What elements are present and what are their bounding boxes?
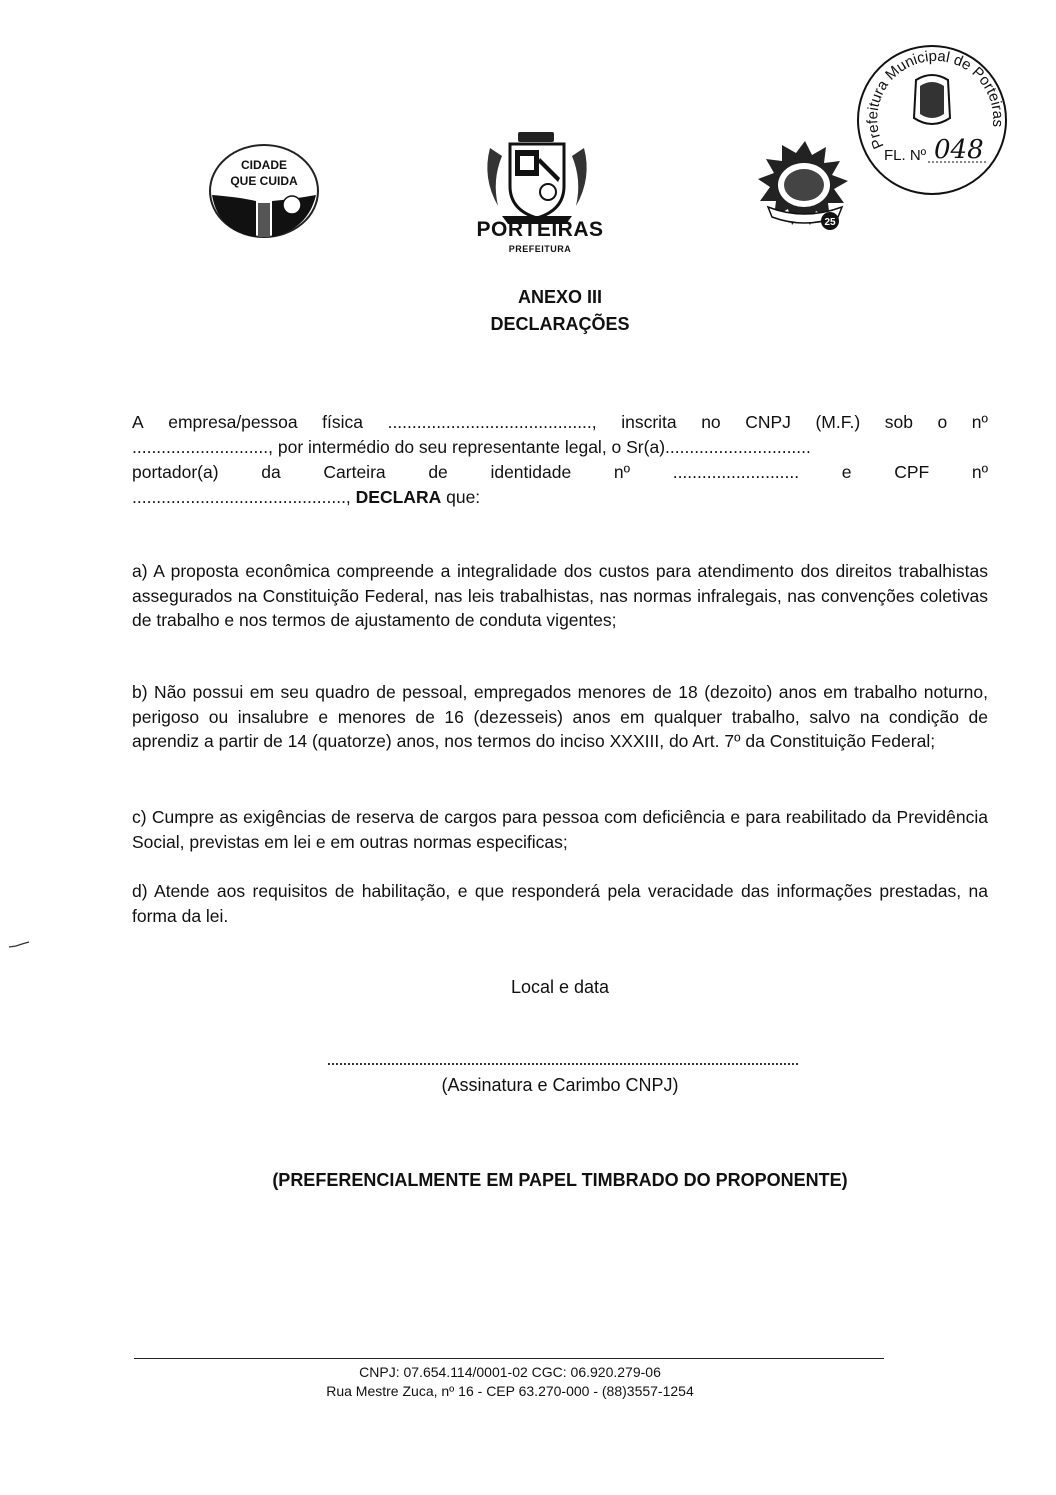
footer-divider (134, 1358, 884, 1359)
intro-line-2: ............................, por intermédio do seu representante legal, o Sr(a).............................. (132, 437, 811, 457)
declaration-item-c: c) Cumpre as exigências de reserva de cargos para pessoa com deficiência e para reabilitado da Previdência Social, previstas em lei e em outras normas especificas; (132, 807, 988, 852)
declaration-item-b: b) Não possui em seu quadro de pessoal, empregados menores de 18 (dezoito) anos em trabalho noturno, perigoso ou insalubre e menores de 16 (dezesseis) anos em qualquer trabalho, salvo na condição de aprendiz a partir de 14 (quatorze) anos, nos termos do inciso XXXIII, do Art. 7º da Constituição Federal; (132, 682, 988, 751)
footer-address: Rua Mestre Zuca, nº 16 - CEP 63.270-000 - (88)3557-1254 (326, 1383, 694, 1399)
annex-title: ANEXO III (517, 287, 602, 307)
left-logo-line1: CIDADE (240, 158, 288, 172)
letterhead-note: (PREFERENCIALMENTE EM PAPEL TIMBRADO DO PROPONENTE) (272, 1170, 848, 1190)
local-and-date: Local e data (510, 977, 610, 997)
stamp-fl-number: 048 (934, 135, 984, 165)
cidade-que-cuida-logo (208, 143, 324, 239)
emblem-number: 25 (824, 217, 836, 228)
intro-line-3: portador(a) da Carteira de identidade nº .......................... e CPF nº (132, 462, 988, 482)
declarations-title: DECLARAÇÕES (490, 314, 630, 334)
brand-name: PORTEIRAS (476, 218, 604, 241)
brand-subtitle: PREFEITURA (508, 244, 572, 254)
signature-label: (Assinatura e Carimbo CNPJ) (441, 1075, 679, 1095)
signature-line (328, 1053, 798, 1065)
stamp-fl-label: FL. Nº (884, 147, 927, 164)
intro-line-4: ............................................, DECLARA que: (132, 487, 481, 507)
left-logo-line2: QUE CUIDA (230, 174, 298, 188)
margin-scan-mark (8, 936, 30, 944)
anniversary-emblem (754, 137, 856, 234)
municipal-folio-stamp (854, 42, 1010, 198)
declaration-item-d: d) Atende aos requisitos de habilitação, e que responderá pela veracidade das informações prestadas, na forma da lei. (132, 881, 988, 926)
stamp-ring-text: Prefeitura Municipal de Porteiras (864, 47, 1007, 152)
porteiras-coat-of-arms (478, 128, 598, 228)
declara-keyword: DECLARA (355, 487, 442, 507)
intro-line-1: A empresa/pessoa física .........................................., inscrita no CNPJ (M.F.) sob o nº (132, 412, 988, 432)
declaration-item-a: a) A proposta econômica compreende a integralidade dos custos para atendimento dos direitos trabalhistas assegurados na Constituição Federal, nas leis trabalhistas, nas normas infralegais, nas convenções coletivas de trabalho e nos termos de ajustamento de conduta vigentes; (132, 561, 988, 630)
footer-cnpj: CNPJ: 07.654.114/0001-02 CGC: 06.920.279-06 (359, 1364, 661, 1380)
